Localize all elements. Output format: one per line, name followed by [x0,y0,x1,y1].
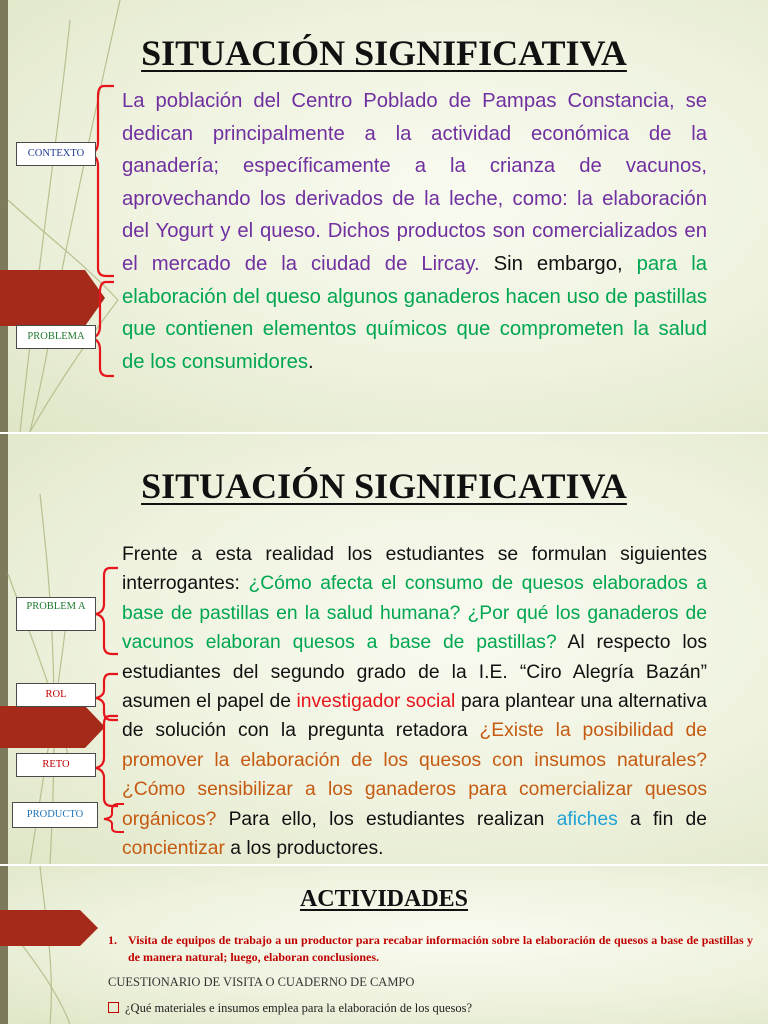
after-challenge-text: Para ello, los estudiantes realizan [216,808,557,830]
problem-label-2: PROBLEM A [16,597,96,631]
intro-text: Frente a esta realidad los estudiantes se formulan siguientes interrogantes: [122,544,707,595]
end-text: a los productores. [224,838,384,860]
slide-1 [0,0,768,432]
challenge-label: RETO [16,753,96,777]
situation-paragraph [122,540,707,863]
context-text: La población del Centro Poblado de Pampas Constancia, se dedican principalmente a la actividad económica de la ganadería; específicamente a la crianza de vacunos, aprovechando los derivados de la leche, como: la elaboración del Yogurt y el queso. Dichos productos son comercializados en el mercado de la ciudad de Lircay. [122,90,707,275]
goal-text: concientizar [122,838,225,860]
problem-label: PROBLEMA [16,325,96,349]
activity-item-1 [108,932,753,965]
context-label: CONTEXTO [16,142,96,166]
slide-1-title: SITUACIÓN SIGNIFICATIVA [141,33,627,73]
questions-text: ¿Cómo afecta el consumo de quesos elaborados a base de pastillas en la salud humana? ¿Por qué los ganaderos de vacunos elaboran quesos a base de pastillas? [122,573,707,654]
question-text: ¿Qué materiales e insumos emplea para la elaboración de los quesos? [125,1001,473,1015]
questionnaire-heading: CUESTIONARIO DE VISITA O CUADERNO DE CAMPO [108,975,415,989]
question-item-1 [108,1001,472,1016]
activity-number: 1. [108,933,117,947]
paragraph-end: . [308,350,314,373]
role-text: investigador social [296,691,456,713]
checkbox-icon [108,1002,119,1013]
mid-text: Al respecto los estudiantes del segundo grado de la I.E. “Ciro Alegría Bazán” asumen el papel de [122,632,707,713]
activity-text: Visita de equipos de trabajo a un productor para recabar información sobre la elaboración de quesos a base de pastillas y de manera natural; luego, elaboran conclusiones. [128,933,753,964]
problem-text: para la elaboración del queso algunos ganaderos hacen uso de pastillas que contienen elementos químicos que comprometen la salud de los consumidores [122,252,707,373]
connector-text: Sin embargo, [479,252,637,275]
slide-3-title: ACTIVIDADES [299,886,469,912]
product-label: PRODUCTO [12,802,98,828]
after-product-text: a fin de [617,808,708,830]
after-role-text: para plantear una alternativa de solución con la pregunta retadora [122,691,708,742]
role-label: ROL [16,683,96,707]
product-text: afiches [556,808,618,830]
context-paragraph [122,85,707,378]
slide-2-title: SITUACIÓN SIGNIFICATIVA [141,466,627,506]
challenge-text: ¿Existe la posibilidad de promover la elaboración de los quesos con insumos naturales? ¿Cómo sensibilizar a los ganaderos para comercializar quesos orgánicos? [122,720,707,830]
